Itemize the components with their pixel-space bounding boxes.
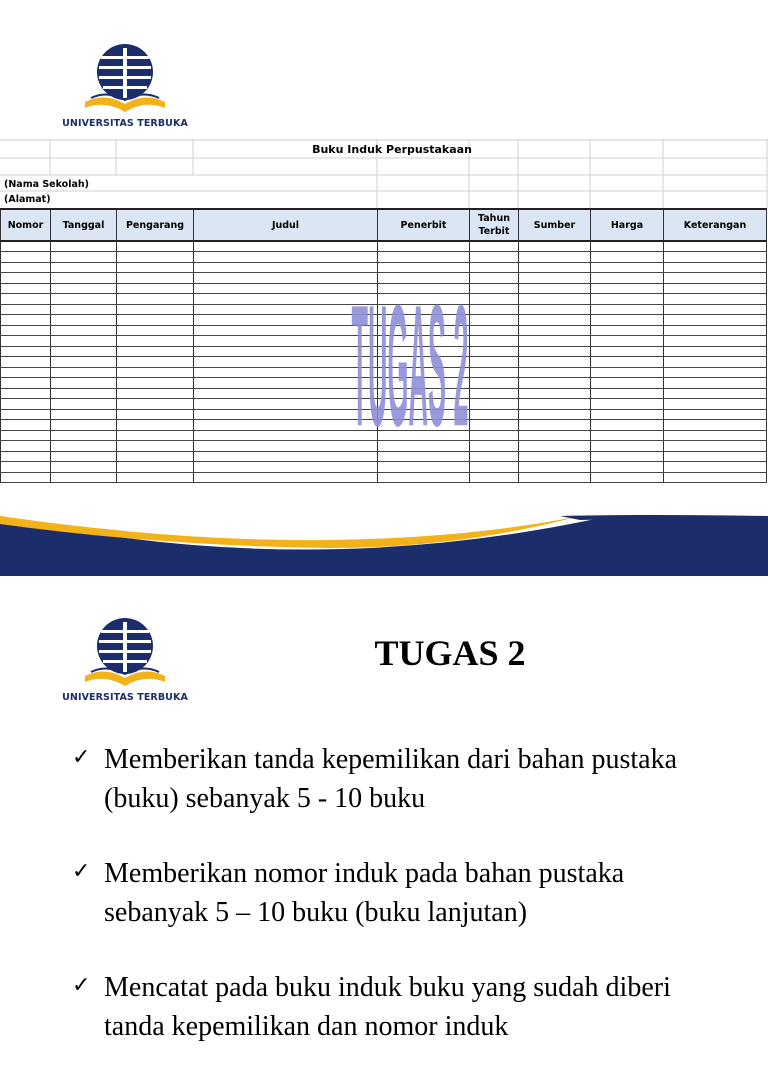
table-cell (378, 378, 470, 389)
table-cell (1, 451, 51, 462)
table-cell (1, 430, 51, 441)
table-cell (117, 472, 194, 483)
table-cell (378, 252, 470, 263)
table-cell (51, 399, 117, 410)
table-row (1, 430, 767, 441)
table-cell (664, 304, 767, 315)
table-cell (378, 336, 470, 347)
table-cell (1, 462, 51, 473)
ledger-body (1, 241, 767, 483)
table-cell (378, 294, 470, 305)
table-cell (519, 283, 591, 294)
table-cell (194, 252, 378, 263)
table-cell (519, 336, 591, 347)
table-cell (51, 378, 117, 389)
table-cell (51, 336, 117, 347)
table-cell (194, 472, 378, 483)
table-cell (664, 262, 767, 273)
table-row (1, 346, 767, 357)
table-cell (470, 378, 519, 389)
table-cell (194, 241, 378, 252)
table-cell (470, 241, 519, 252)
table-cell (194, 462, 378, 473)
table-cell (664, 273, 767, 284)
table-cell (378, 367, 470, 378)
table-cell (117, 273, 194, 284)
table-cell (194, 262, 378, 273)
table-cell (194, 346, 378, 357)
checkmark-icon: ✓ (72, 859, 91, 884)
table-cell (664, 357, 767, 368)
table-cell (51, 241, 117, 252)
table-cell (117, 252, 194, 263)
table-cell (591, 472, 664, 483)
column-header: Tanggal (51, 209, 117, 241)
table-cell (591, 346, 664, 357)
table-cell (470, 409, 519, 420)
table-cell (591, 336, 664, 347)
table-cell (1, 304, 51, 315)
table-cell (1, 262, 51, 273)
table-cell (470, 336, 519, 347)
table-row (1, 378, 767, 389)
table-cell (51, 304, 117, 315)
table-cell (664, 325, 767, 336)
address-label: (Alamat) (4, 194, 51, 205)
table-cell (194, 315, 378, 326)
table-cell (519, 472, 591, 483)
table-cell (51, 367, 117, 378)
table-cell (194, 325, 378, 336)
table-cell (470, 430, 519, 441)
slide-title: TUGAS 2 (374, 633, 526, 673)
table-cell (591, 273, 664, 284)
table-cell (1, 399, 51, 410)
table-cell (470, 357, 519, 368)
table-cell (1, 346, 51, 357)
sheet-title: Buku Induk Perpustakaan (312, 143, 472, 156)
table-cell (1, 441, 51, 452)
table-cell (470, 252, 519, 263)
table-cell (194, 283, 378, 294)
table-cell (1, 283, 51, 294)
table-row (1, 388, 767, 399)
table-cell (591, 388, 664, 399)
table-cell (51, 273, 117, 284)
table-row (1, 367, 767, 378)
list-item (72, 968, 732, 1046)
table-cell (117, 241, 194, 252)
table-cell (519, 367, 591, 378)
table-cell (194, 430, 378, 441)
table-cell (470, 346, 519, 357)
table-cell (470, 262, 519, 273)
column-header: Sumber (519, 209, 591, 241)
table-cell (194, 367, 378, 378)
table-cell (378, 241, 470, 252)
table-cell (664, 346, 767, 357)
table-cell (470, 441, 519, 452)
table-cell (664, 241, 767, 252)
table-cell (591, 430, 664, 441)
table-cell (51, 346, 117, 357)
table-cell (519, 346, 591, 357)
table-cell (378, 388, 470, 399)
table-cell (664, 336, 767, 347)
table-cell (1, 336, 51, 347)
table-cell (519, 462, 591, 473)
column-header: Judul (194, 209, 378, 241)
table-cell (1, 367, 51, 378)
table-cell (51, 325, 117, 336)
column-header: Keterangan (664, 209, 767, 241)
table-cell (470, 472, 519, 483)
table-cell (591, 462, 664, 473)
table-cell (1, 472, 51, 483)
table-cell (664, 283, 767, 294)
table-cell (1, 241, 51, 252)
table-cell (117, 325, 194, 336)
table-cell (117, 304, 194, 315)
table-cell (519, 378, 591, 389)
table-cell (1, 378, 51, 389)
table-row (1, 252, 767, 263)
table-cell (378, 325, 470, 336)
table-cell (378, 304, 470, 315)
footer-wave (0, 512, 768, 576)
table-row (1, 336, 767, 347)
table-cell (519, 273, 591, 284)
table-cell (117, 420, 194, 431)
table-cell (470, 315, 519, 326)
university-emblem-icon (79, 614, 171, 690)
table-cell (194, 378, 378, 389)
table-row (1, 294, 767, 305)
table-cell (591, 262, 664, 273)
table-cell (378, 357, 470, 368)
table-cell (378, 399, 470, 410)
table-cell (378, 262, 470, 273)
table-cell (664, 399, 767, 410)
table-cell (664, 409, 767, 420)
table-cell (591, 241, 664, 252)
list-item-text: Memberikan nomor induk pada bahan pustaka sebanyak 5 – 10 buku (buku lanjutan) (104, 858, 625, 928)
table-cell (117, 388, 194, 399)
table-cell (194, 294, 378, 305)
table-cell (591, 451, 664, 462)
checkmark-icon: ✓ (72, 973, 91, 998)
table-row (1, 462, 767, 473)
table-cell (117, 336, 194, 347)
table-cell (664, 315, 767, 326)
table-cell (51, 262, 117, 273)
table-cell (194, 388, 378, 399)
table-cell (51, 283, 117, 294)
table-cell (519, 325, 591, 336)
table-cell (117, 262, 194, 273)
column-header: Nomor (1, 209, 51, 241)
table-cell (664, 252, 767, 263)
table-cell (1, 315, 51, 326)
table-cell (51, 294, 117, 305)
table-cell (470, 273, 519, 284)
table-cell (51, 472, 117, 483)
table-cell (664, 462, 767, 473)
table-row (1, 283, 767, 294)
table-cell (591, 315, 664, 326)
university-logo (60, 614, 190, 703)
table-row (1, 241, 767, 252)
table-cell (117, 294, 194, 305)
list-item-text: Mencatat pada buku induk buku yang sudah diberi tanda kepemilikan dan nomor induk (104, 972, 671, 1042)
table-cell (591, 252, 664, 263)
table-cell (591, 357, 664, 368)
table-row (1, 420, 767, 431)
table-cell (664, 378, 767, 389)
table-cell (117, 378, 194, 389)
table-cell (51, 388, 117, 399)
table-cell (51, 441, 117, 452)
table-cell (117, 346, 194, 357)
logo-text: UNIVERSITAS TERBUKA (62, 692, 188, 703)
table-cell (117, 283, 194, 294)
table-cell (378, 441, 470, 452)
table-cell (664, 430, 767, 441)
table-cell (519, 241, 591, 252)
table-cell (664, 294, 767, 305)
table-cell (1, 294, 51, 305)
table-cell (591, 378, 664, 389)
table-cell (51, 315, 117, 326)
table-cell (51, 357, 117, 368)
table-cell (519, 315, 591, 326)
table-cell (194, 336, 378, 347)
table-cell (519, 357, 591, 368)
table-cell (664, 388, 767, 399)
table-cell (51, 420, 117, 431)
table-cell (378, 346, 470, 357)
school-name-label: (Nama Sekolah) (4, 179, 89, 190)
table-cell (117, 399, 194, 410)
table-cell (378, 273, 470, 284)
table-cell (519, 441, 591, 452)
table-cell (1, 388, 51, 399)
table-row (1, 451, 767, 462)
table-cell (519, 399, 591, 410)
table-cell (117, 451, 194, 462)
table-row (1, 304, 767, 315)
table-cell (519, 430, 591, 441)
table-cell (194, 304, 378, 315)
table-cell (591, 325, 664, 336)
column-header: Pengarang (117, 209, 194, 241)
slide-2 (0, 590, 768, 1042)
table-cell (117, 357, 194, 368)
table-cell (1, 325, 51, 336)
watermark-text: TUGAS 2 (351, 270, 469, 463)
table-cell (591, 283, 664, 294)
university-emblem-icon (79, 40, 171, 116)
list-item-text: Memberikan tanda kepemilikan dari bahan pustaka (buku) sebanyak 5 - 10 buku (104, 744, 678, 814)
table-cell (378, 283, 470, 294)
table-cell (1, 357, 51, 368)
table-cell (51, 252, 117, 263)
table-cell (194, 451, 378, 462)
table-cell (378, 315, 470, 326)
list-item (72, 854, 732, 932)
table-cell (591, 441, 664, 452)
table-row (1, 262, 767, 273)
table-cell (470, 367, 519, 378)
table-cell (378, 462, 470, 473)
column-header: Harga (591, 209, 664, 241)
spreadsheet (0, 139, 768, 519)
table-cell (51, 462, 117, 473)
table-cell (664, 420, 767, 431)
table-cell (470, 283, 519, 294)
table-cell (591, 304, 664, 315)
table-cell (194, 273, 378, 284)
table-cell (378, 430, 470, 441)
table-cell (194, 399, 378, 410)
table-row (1, 273, 767, 284)
table-cell (470, 325, 519, 336)
table-cell (519, 294, 591, 305)
table-cell (194, 441, 378, 452)
task-list (72, 740, 732, 1082)
table-cell (1, 273, 51, 284)
table-cell (194, 357, 378, 368)
table-cell (470, 462, 519, 473)
table-cell (378, 420, 470, 431)
table-cell (519, 420, 591, 431)
table-cell (519, 304, 591, 315)
table-cell (194, 420, 378, 431)
table-header-row (1, 209, 767, 241)
table-cell (519, 451, 591, 462)
table-cell (519, 388, 591, 399)
table-cell (591, 409, 664, 420)
table-cell (591, 420, 664, 431)
table-cell (117, 430, 194, 441)
table-cell (117, 367, 194, 378)
table-cell (51, 409, 117, 420)
ledger-table (0, 208, 767, 483)
checkmark-icon: ✓ (72, 745, 91, 770)
table-cell (519, 262, 591, 273)
table-row (1, 409, 767, 420)
table-cell (117, 409, 194, 420)
table-cell (1, 252, 51, 263)
table-cell (470, 294, 519, 305)
table-cell (664, 451, 767, 462)
table-cell (51, 451, 117, 462)
table-cell (1, 420, 51, 431)
table-cell (378, 451, 470, 462)
table-cell (664, 472, 767, 483)
column-header: Penerbit (378, 209, 470, 241)
column-header: Tahun Terbit (470, 209, 519, 241)
table-row (1, 472, 767, 483)
table-cell (117, 315, 194, 326)
table-cell (519, 252, 591, 263)
table-cell (470, 420, 519, 431)
table-cell (470, 451, 519, 462)
university-logo (60, 40, 190, 129)
table-cell (591, 399, 664, 410)
table-cell (470, 304, 519, 315)
table-row (1, 315, 767, 326)
table-row (1, 399, 767, 410)
table-cell (519, 409, 591, 420)
table-cell (378, 409, 470, 420)
table-cell (378, 472, 470, 483)
table-cell (1, 409, 51, 420)
table-cell (470, 388, 519, 399)
table-cell (664, 441, 767, 452)
table-cell (117, 441, 194, 452)
table-row (1, 441, 767, 452)
table-cell (591, 367, 664, 378)
logo-text: UNIVERSITAS TERBUKA (62, 118, 188, 129)
table-cell (470, 399, 519, 410)
table-cell (591, 294, 664, 305)
table-row (1, 357, 767, 368)
table-cell (117, 462, 194, 473)
table-cell (664, 367, 767, 378)
list-item (72, 740, 732, 818)
table-row (1, 325, 767, 336)
table-cell (51, 430, 117, 441)
table-cell (194, 409, 378, 420)
